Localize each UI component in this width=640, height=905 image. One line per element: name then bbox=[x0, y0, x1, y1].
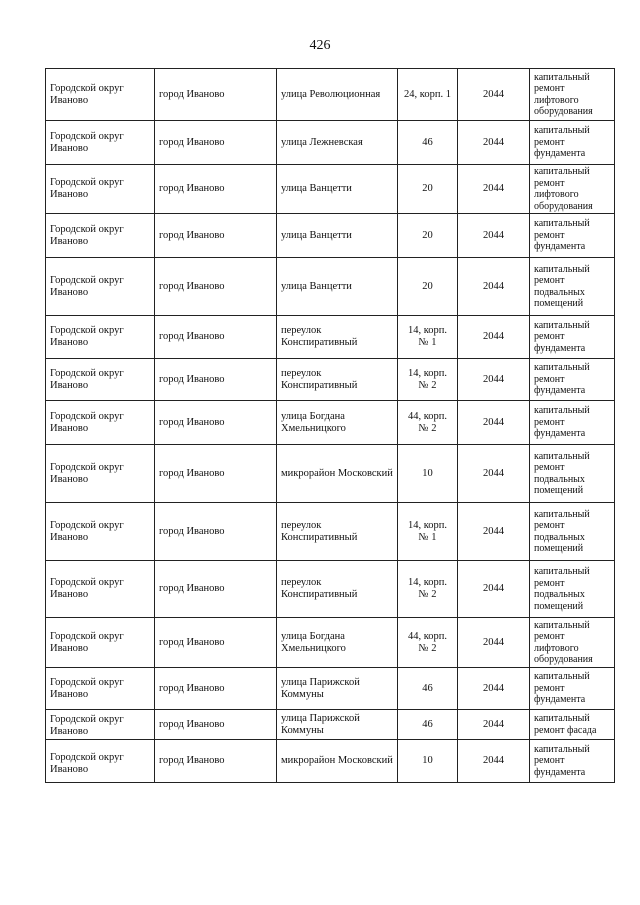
house-cell: 20 bbox=[398, 214, 458, 258]
table-row bbox=[46, 561, 615, 618]
okrug-cell: Городской округ Иваново bbox=[46, 359, 155, 401]
work-type-cell: капитальный ремонт фундамента bbox=[530, 401, 615, 445]
house-cell: 14, корп. № 2 bbox=[398, 359, 458, 401]
table-row bbox=[46, 359, 615, 401]
work-type-cell: капитальный ремонт лифтового оборудования bbox=[530, 69, 615, 121]
city-cell: город Иваново bbox=[155, 258, 277, 316]
house-cell: 10 bbox=[398, 445, 458, 503]
year-cell: 2044 bbox=[458, 561, 530, 618]
year-cell: 2044 bbox=[458, 445, 530, 503]
okrug-cell: Городской округ Иваново bbox=[46, 740, 155, 783]
street-cell: улица Ванцетти bbox=[277, 165, 398, 214]
street-cell: переулок Конспиративный bbox=[277, 561, 398, 618]
street-cell: улица Ванцетти bbox=[277, 214, 398, 258]
city-cell: город Иваново bbox=[155, 316, 277, 359]
city-cell: город Иваново bbox=[155, 503, 277, 561]
city-cell: город Иваново bbox=[155, 401, 277, 445]
year-cell: 2044 bbox=[458, 316, 530, 359]
okrug-cell: Городской округ Иваново bbox=[46, 316, 155, 359]
street-cell: улица Ванцетти bbox=[277, 258, 398, 316]
street-cell: переулок Конспиративный bbox=[277, 503, 398, 561]
house-cell: 14, корп. № 1 bbox=[398, 316, 458, 359]
work-type-cell: капитальный ремонт фундамента bbox=[530, 359, 615, 401]
work-type-cell: капитальный ремонт фундамента bbox=[530, 316, 615, 359]
year-cell: 2044 bbox=[458, 503, 530, 561]
year-cell: 2044 bbox=[458, 668, 530, 710]
okrug-cell: Городской округ Иваново bbox=[46, 121, 155, 165]
work-type-cell: капитальный ремонт подвальных помещений bbox=[530, 503, 615, 561]
work-type-cell: капитальный ремонт подвальных помещений bbox=[530, 561, 615, 618]
okrug-cell: Городской округ Иваново bbox=[46, 258, 155, 316]
okrug-cell: Городской округ Иваново bbox=[46, 561, 155, 618]
street-cell: улица Богдана Хмельницкого bbox=[277, 401, 398, 445]
okrug-cell: Городской округ Иваново bbox=[46, 401, 155, 445]
city-cell: город Иваново bbox=[155, 165, 277, 214]
okrug-cell: Городской округ Иваново bbox=[46, 165, 155, 214]
year-cell: 2044 bbox=[458, 401, 530, 445]
work-type-cell: капитальный ремонт фасада bbox=[530, 710, 615, 740]
house-cell: 14, корп. № 2 bbox=[398, 561, 458, 618]
city-cell: город Иваново bbox=[155, 710, 277, 740]
work-type-cell: капитальный ремонт фундамента bbox=[530, 740, 615, 783]
okrug-cell: Городской округ Иваново bbox=[46, 503, 155, 561]
table-row bbox=[46, 121, 615, 165]
city-cell: город Иваново bbox=[155, 668, 277, 710]
house-cell: 46 bbox=[398, 668, 458, 710]
table-row bbox=[46, 401, 615, 445]
work-type-cell: капитальный ремонт подвальных помещений bbox=[530, 258, 615, 316]
street-cell: улица Парижской Коммуны bbox=[277, 668, 398, 710]
street-cell: улица Парижской Коммуны bbox=[277, 710, 398, 740]
okrug-cell: Городской округ Иваново bbox=[46, 618, 155, 668]
house-cell: 24, корп. 1 bbox=[398, 69, 458, 121]
okrug-cell: Городской округ Иваново bbox=[46, 710, 155, 740]
city-cell: город Иваново bbox=[155, 69, 277, 121]
table-row bbox=[46, 258, 615, 316]
table-row bbox=[46, 165, 615, 214]
city-cell: город Иваново bbox=[155, 618, 277, 668]
year-cell: 2044 bbox=[458, 740, 530, 783]
table-row bbox=[46, 316, 615, 359]
street-cell: микрорайон Московский bbox=[277, 740, 398, 783]
work-type-cell: капитальный ремонт подвальных помещений bbox=[530, 445, 615, 503]
year-cell: 2044 bbox=[458, 258, 530, 316]
year-cell: 2044 bbox=[458, 618, 530, 668]
work-type-cell: капитальный ремонт фундамента bbox=[530, 668, 615, 710]
work-type-cell: капитальный ремонт лифтового оборудования bbox=[530, 165, 615, 214]
table-row bbox=[46, 445, 615, 503]
city-cell: город Иваново bbox=[155, 214, 277, 258]
house-cell: 44, корп. № 2 bbox=[398, 401, 458, 445]
okrug-cell: Городской округ Иваново bbox=[46, 69, 155, 121]
street-cell: переулок Конспиративный bbox=[277, 316, 398, 359]
year-cell: 2044 bbox=[458, 69, 530, 121]
street-cell: микрорайон Московский bbox=[277, 445, 398, 503]
house-cell: 44, корп. № 2 bbox=[398, 618, 458, 668]
year-cell: 2044 bbox=[458, 710, 530, 740]
house-cell: 20 bbox=[398, 258, 458, 316]
city-cell: город Иваново bbox=[155, 561, 277, 618]
okrug-cell: Городской округ Иваново bbox=[46, 214, 155, 258]
table-row bbox=[46, 668, 615, 710]
year-cell: 2044 bbox=[458, 214, 530, 258]
table-row bbox=[46, 710, 615, 740]
house-cell: 20 bbox=[398, 165, 458, 214]
city-cell: город Иваново bbox=[155, 740, 277, 783]
house-cell: 46 bbox=[398, 710, 458, 740]
city-cell: город Иваново bbox=[155, 359, 277, 401]
table-row bbox=[46, 69, 615, 121]
street-cell: переулок Конспиративный bbox=[277, 359, 398, 401]
house-cell: 10 bbox=[398, 740, 458, 783]
year-cell: 2044 bbox=[458, 165, 530, 214]
street-cell: улица Богдана Хмельницкого bbox=[277, 618, 398, 668]
city-cell: город Иваново bbox=[155, 445, 277, 503]
okrug-cell: Городской округ Иваново bbox=[46, 668, 155, 710]
year-cell: 2044 bbox=[458, 121, 530, 165]
street-cell: улица Лежневская bbox=[277, 121, 398, 165]
okrug-cell: Городской округ Иваново bbox=[46, 445, 155, 503]
page-number: 426 bbox=[309, 38, 331, 53]
work-type-cell: капитальный ремонт фундамента bbox=[530, 121, 615, 165]
table-row bbox=[46, 618, 615, 668]
table-row bbox=[46, 740, 615, 783]
year-cell: 2044 bbox=[458, 359, 530, 401]
repair-schedule-table bbox=[45, 68, 615, 783]
house-cell: 46 bbox=[398, 121, 458, 165]
work-type-cell: капитальный ремонт лифтового оборудования bbox=[530, 618, 615, 668]
house-cell: 14, корп. № 1 bbox=[398, 503, 458, 561]
work-type-cell: капитальный ремонт фундамента bbox=[530, 214, 615, 258]
table-row bbox=[46, 214, 615, 258]
table-row bbox=[46, 503, 615, 561]
street-cell: улица Революционная bbox=[277, 69, 398, 121]
city-cell: город Иваново bbox=[155, 121, 277, 165]
